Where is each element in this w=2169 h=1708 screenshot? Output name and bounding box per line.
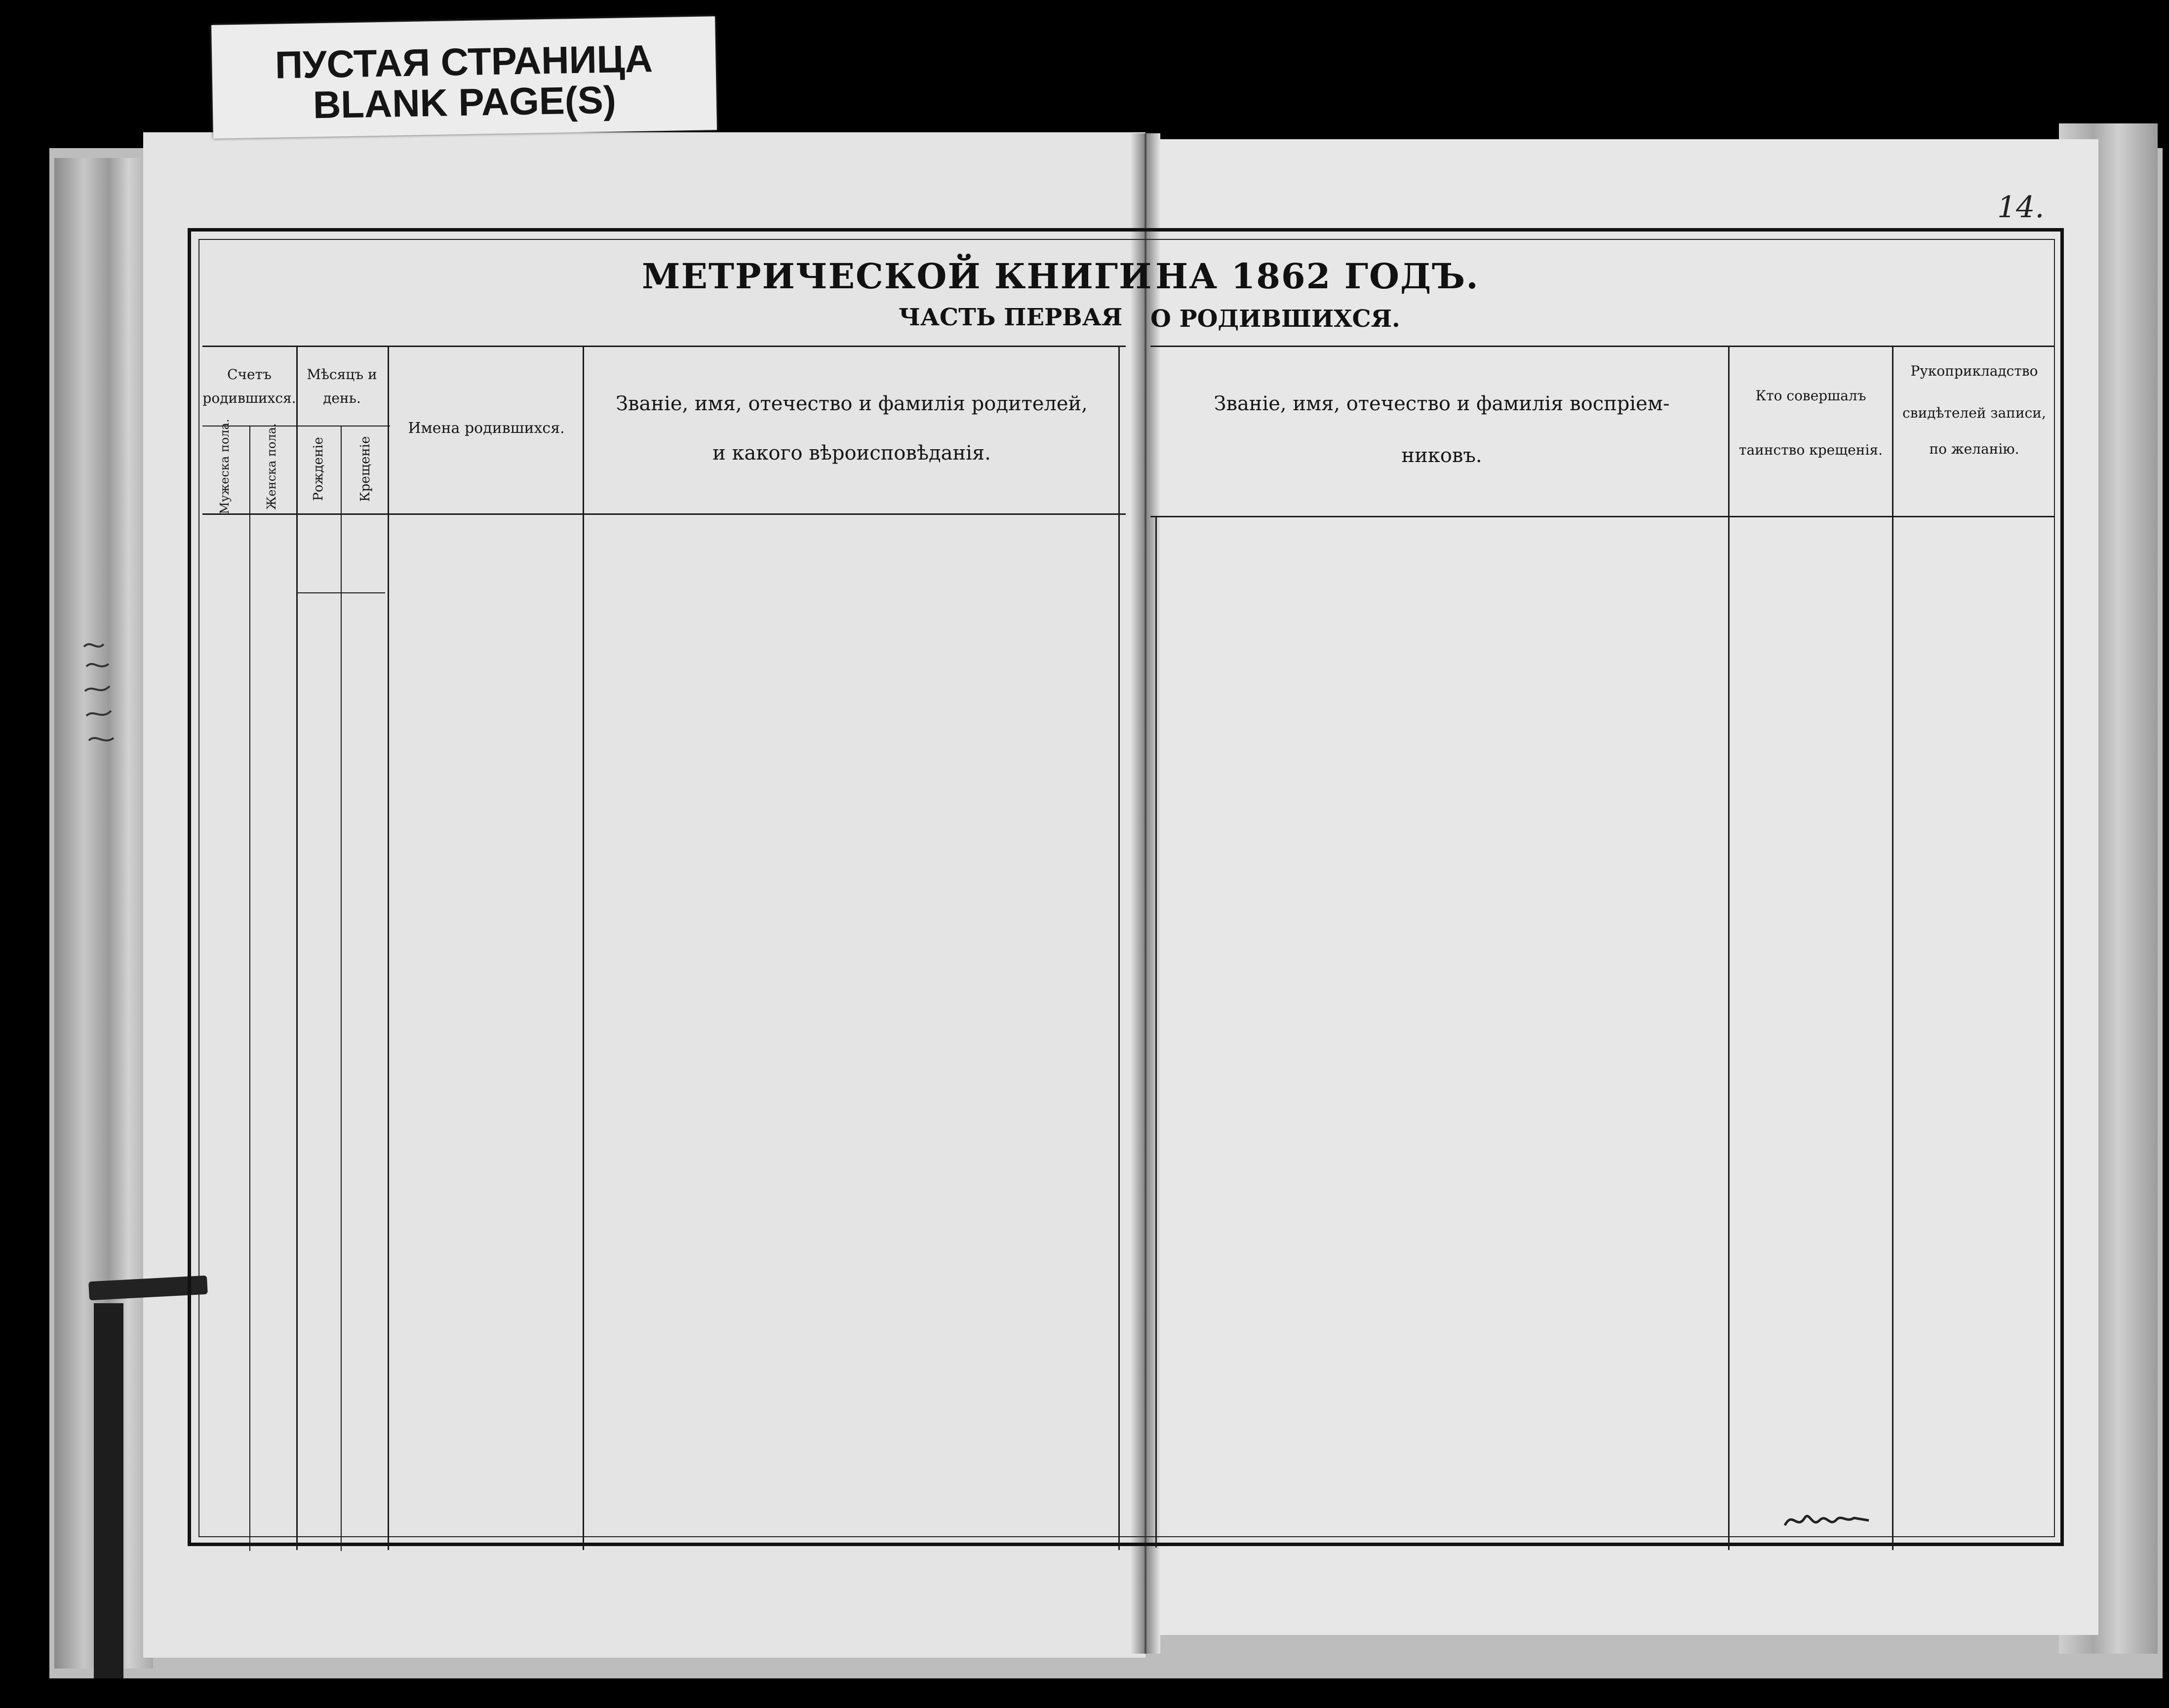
header-date-group: Мѣсяцъ и день. <box>307 366 377 406</box>
handwritten-signature <box>1782 1501 1871 1540</box>
header-godparents-line2: никовъ. <box>1401 444 1482 467</box>
register-subtitle-left: ЧАСТЬ ПЕРВАЯ <box>899 304 1123 331</box>
register-title-left: МЕТРИЧЕСКОЙ КНИГИ <box>642 256 1153 297</box>
header-count-group: Счетъ родившихся. <box>202 366 296 406</box>
header-baptism: Крещеніе <box>358 436 373 502</box>
header-male: Мужеска пола. <box>218 419 232 514</box>
header-performer-line2: таинство крещенія. <box>1739 442 1883 458</box>
header-top-rule-left <box>202 346 1126 347</box>
col-rule-birth <box>341 426 342 1551</box>
col-rule-date <box>388 346 389 1550</box>
header-bottom-rule-right <box>1150 516 2054 517</box>
header-performer-line1: Кто совершалъ <box>1755 388 1866 404</box>
col-rule-godparents <box>1728 346 1730 1550</box>
header-witnesses-line1: Рукоприкладство <box>1910 363 2038 379</box>
header-birth: Рожденіе <box>311 437 326 501</box>
header-parents-line1: Званіе, имя, отечество и фамилія родителей, <box>616 392 1088 415</box>
archive-label-line2: BLANK PAGE(S) <box>313 78 617 127</box>
header-godparents-line1: Званіе, имя, отечество и фамилія воспріем- <box>1214 392 1670 415</box>
header-top-rule-right <box>1150 346 2054 347</box>
margin-handwriting <box>79 637 128 760</box>
col-rule-count <box>296 346 298 1550</box>
register-title-right: НА 1862 ГОДЪ. <box>1155 256 1479 297</box>
page-number: 14. <box>1997 190 2045 225</box>
header-witnesses-line3: по желанію. <box>1929 441 2019 457</box>
header-female: Женска пола. <box>265 423 278 510</box>
bookmark-ribbon-tail <box>94 1303 123 1678</box>
col-rule-godparents-left <box>1155 516 1157 1548</box>
header-parents-line2: и какого вѣроисповѣданія. <box>712 442 991 465</box>
col-rule-male <box>249 426 250 1551</box>
register-subtitle-right: О РОДИВШИХСЯ. <box>1150 305 1400 333</box>
col-rule-performer <box>1892 346 1893 1550</box>
header-names: Имена родившихся. <box>408 420 565 437</box>
col-rule-names <box>583 346 584 1550</box>
archive-label-line1: ПУСТАЯ СТРАНИЦА <box>275 37 653 87</box>
header-witnesses-line2: свидѣтелей записи, <box>1902 405 2046 421</box>
archive-label <box>211 16 717 139</box>
col-rule-parents <box>1118 346 1120 1550</box>
